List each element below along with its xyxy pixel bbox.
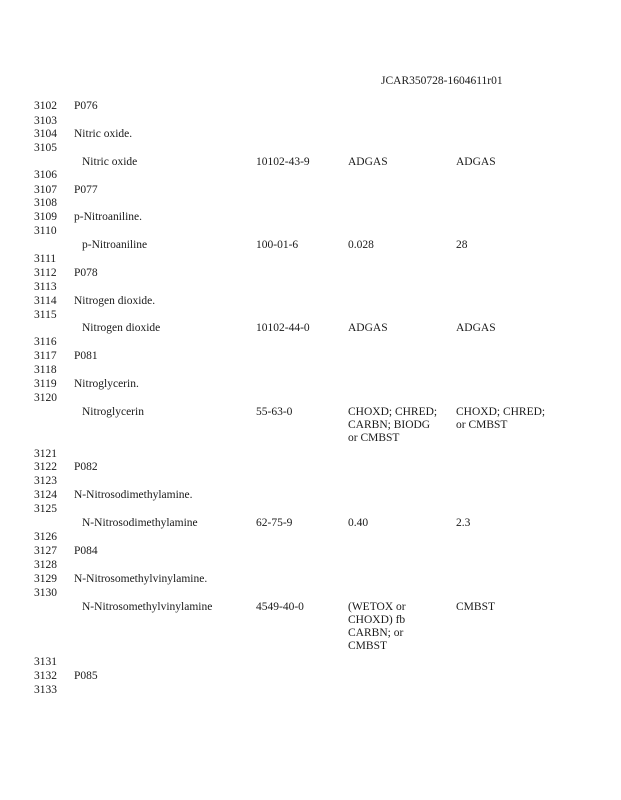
line-number: 3131 [34,656,57,668]
constituent-name: N-Nitrosodimethylamine [82,517,198,529]
line-number: 3108 [34,197,57,209]
waste-code: P081 [74,350,98,362]
line-number: 3118 [34,364,57,376]
line-number: 3128 [34,559,57,571]
constituent-heading: Nitroglycerin. [74,378,139,390]
line-number: 3130 [34,587,57,599]
cas-number: 10102-44-0 [256,322,310,334]
line-number: 3110 [34,225,57,237]
wastewater-line: CHOXD; CHRED; [348,406,438,418]
wastewater-standard: ADGAS [348,322,388,334]
constituent-heading: N-Nitrosodimethylamine. [74,489,193,501]
line-number: 3107 [34,184,57,196]
nonwastewater-line: or CMBST [456,419,508,431]
waste-code: P078 [74,267,98,279]
nonwastewater-standard: 28 [456,239,468,251]
wastewater-standard: 0.40 [348,517,369,529]
line-number: 3116 [34,336,57,348]
line-number: 3133 [34,684,57,696]
wastewater-line: CARBN; or [348,627,404,639]
wastewater-line: CMBST [348,640,387,652]
constituent-name: Nitrogen dioxide [82,322,161,334]
line-number: 3109 [34,211,57,223]
line-number: 3105 [34,142,57,154]
wastewater-standard: 0.028 [348,239,374,251]
cas-number: 10102-43-9 [256,156,310,168]
constituent-name: N-Nitrosomethylvinylamine [82,601,213,613]
nonwastewater-standard: 2.3 [456,517,471,529]
document-header-id: JCAR350728-1604611r01 [381,75,503,87]
nonwastewater-standard: ADGAS [456,322,496,334]
line-number: 3104 [34,128,57,140]
wastewater-standard [348,601,406,653]
constituent-name: Nitroglycerin [82,406,144,418]
waste-code: P084 [74,545,98,557]
waste-code: P082 [74,461,98,473]
constituent-name: p-Nitroaniline [82,239,148,251]
line-number: 3112 [34,267,57,279]
line-number: 3114 [34,295,57,307]
line-number: 3102 [34,100,57,112]
wastewater-line: CARBN; BIODG [348,419,431,431]
waste-code: P077 [74,184,98,196]
cas-number: 55-63-0 [256,406,293,418]
wastewater-standard [348,406,437,445]
wastewater-standard: ADGAS [348,156,388,168]
constituent-name: Nitric oxide [82,156,138,168]
line-number: 3126 [34,531,57,543]
cas-number: 62-75-9 [256,517,293,529]
line-number: 3115 [34,309,57,321]
line-number: 3132 [34,670,57,682]
line-number: 3103 [34,115,57,127]
nonwastewater-standard [456,406,545,432]
line-number: 3117 [34,350,57,362]
line-number: 3113 [34,281,57,293]
wastewater-line: (WETOX or [348,601,406,613]
line-number: 3121 [34,448,57,460]
wastewater-line: CHOXD) fb [348,614,406,626]
line-number: 3127 [34,545,57,557]
waste-code: P085 [74,670,98,682]
line-number: 3122 [34,461,57,473]
line-number: 3119 [34,378,57,390]
line-number: 3125 [34,503,57,515]
line-number: 3111 [34,253,57,265]
cas-number: 4549-40-0 [256,601,304,613]
line-number: 3120 [34,392,57,404]
nonwastewater-standard: CMBST [456,601,495,613]
line-number: 3124 [34,489,57,501]
constituent-heading: p-Nitroaniline. [74,211,143,223]
waste-code: P076 [74,100,98,112]
constituent-heading: Nitric oxide. [74,128,133,140]
line-number: 3106 [34,169,57,181]
wastewater-line: or CMBST [348,432,400,444]
nonwastewater-line: CHOXD; CHRED; [456,406,546,418]
line-number: 3129 [34,573,57,585]
nonwastewater-standard: ADGAS [456,156,496,168]
constituent-heading: N-Nitrosomethylvinylamine. [74,573,208,585]
constituent-heading: Nitrogen dioxide. [74,295,156,307]
cas-number: 100-01-6 [256,239,299,251]
line-number: 3123 [34,475,57,487]
